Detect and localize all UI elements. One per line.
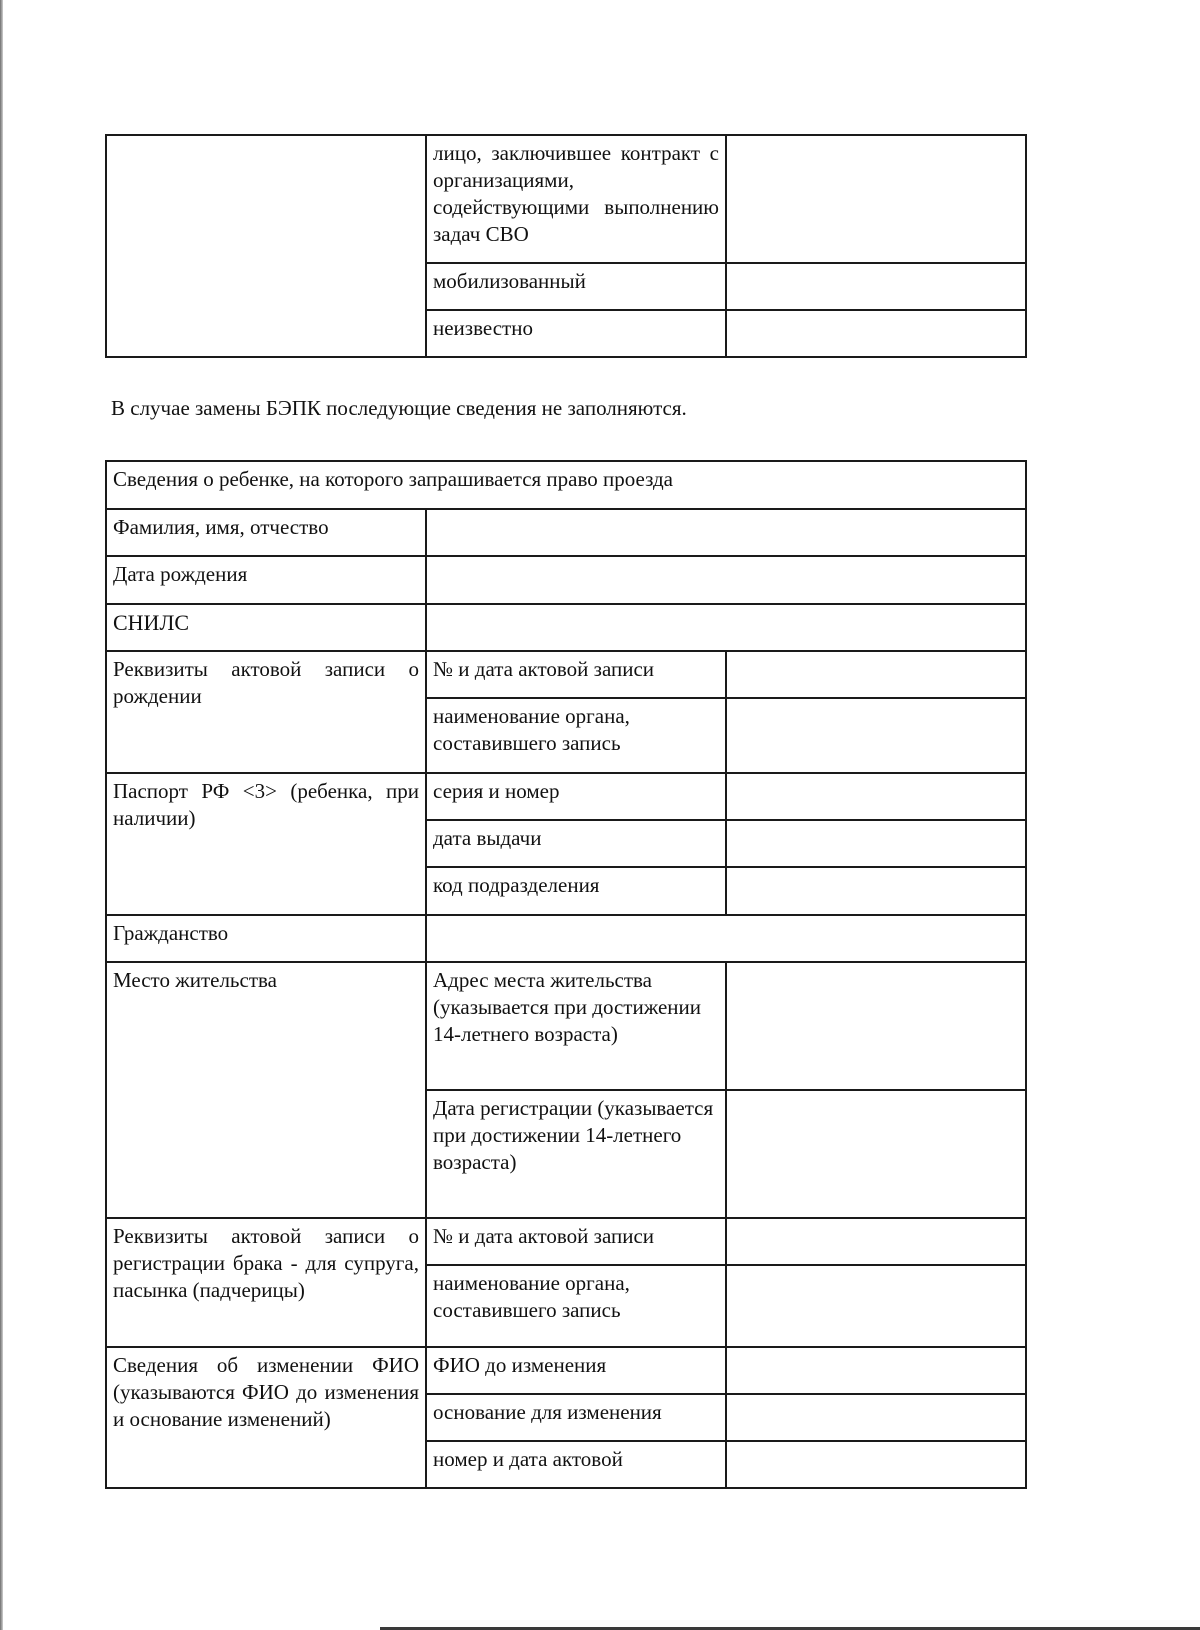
full-name-label: Фамилия, имя, отчество <box>106 509 426 556</box>
birth-record-number-label: № и дата актовой записи <box>426 651 726 698</box>
status-option-unknown <box>426 310 726 357</box>
birth-date-label: Дата рождения <box>106 556 426 604</box>
full-name-field[interactable] <box>426 509 1026 556</box>
snils-field[interactable] <box>426 604 1026 651</box>
status-option-mobilized-value[interactable] <box>726 263 1026 310</box>
registration-date-label: Дата регистрации (указывается при достижении 14-летнего возраста) <box>426 1090 726 1218</box>
birth-record-number-field[interactable] <box>726 651 1026 698</box>
child-info-table <box>105 460 1027 1489</box>
name-change-label: Сведения об изменении ФИО (указываются ФИО до изменения и основание изменений) <box>106 1347 426 1488</box>
marriage-record-authority-label: наименование органа, составившего запись <box>426 1265 726 1347</box>
birth-record-label: Реквизиты актовой записи о рождении <box>106 651 426 773</box>
status-option-unknown-label: неизвестно <box>433 316 533 340</box>
marriage-record-number-field[interactable] <box>726 1218 1026 1265</box>
status-option-mobilized <box>426 263 726 310</box>
name-before-change-field[interactable] <box>726 1347 1026 1394</box>
birth-record-authority-label: наименование органа, составившего запись <box>426 698 726 773</box>
status-option-unknown-value[interactable] <box>726 310 1026 357</box>
marriage-record-number-label: № и дата актовой записи <box>426 1218 726 1265</box>
name-change-record-label: номер и дата актовой <box>426 1441 726 1488</box>
status-option-contract-value[interactable] <box>726 135 1026 263</box>
passport-division-code-label: код подразделения <box>426 867 726 915</box>
status-option-mobilized-label: мобилизованный <box>433 269 586 293</box>
citizenship-label: Гражданство <box>106 915 426 962</box>
name-before-change-label: ФИО до изменения <box>426 1347 726 1394</box>
registration-date-field[interactable] <box>726 1090 1026 1218</box>
passport-series-label: серия и номер <box>426 773 726 820</box>
status-table <box>105 134 1027 358</box>
birth-date-field[interactable] <box>426 556 1026 604</box>
name-change-basis-field[interactable] <box>726 1394 1026 1441</box>
passport-series-field[interactable] <box>726 773 1026 820</box>
marriage-record-authority-field[interactable] <box>726 1265 1026 1347</box>
residence-address-label: Адрес места жительства (указывается при достижении 14-летнего возраста) <box>426 962 726 1090</box>
birth-record-authority-field[interactable] <box>726 698 1026 773</box>
child-table-header: Сведения о ребенке, на которого запрашивается право проезда <box>106 461 1026 509</box>
citizenship-field[interactable] <box>426 915 1026 962</box>
status-empty-cell <box>106 135 426 357</box>
passport-division-code-field[interactable] <box>726 867 1026 915</box>
residence-label: Место жительства <box>106 962 426 1218</box>
residence-address-field[interactable] <box>726 962 1026 1090</box>
name-change-basis-label: основание для изменения <box>426 1394 726 1441</box>
passport-label: Паспорт РФ <3> (ребенка, при наличии) <box>106 773 426 915</box>
name-change-record-field[interactable] <box>726 1441 1026 1488</box>
passport-issue-date-label: дата выдачи <box>426 820 726 867</box>
page-edge <box>0 0 3 1630</box>
passport-issue-date-field[interactable] <box>726 820 1026 867</box>
status-option-contract <box>426 135 726 263</box>
snils-label: СНИЛС <box>106 604 426 651</box>
status-option-contract-label: лицо, заключившее контракт с организациями, содействующими выполнению задач СВО <box>433 141 719 246</box>
marriage-record-label: Реквизиты актовой записи о регистрации брака - для супруга, пасынка (падчерицы) <box>106 1218 426 1347</box>
notice-text: В случае замены БЭПК последующие сведения не заполняются. <box>111 396 687 420</box>
